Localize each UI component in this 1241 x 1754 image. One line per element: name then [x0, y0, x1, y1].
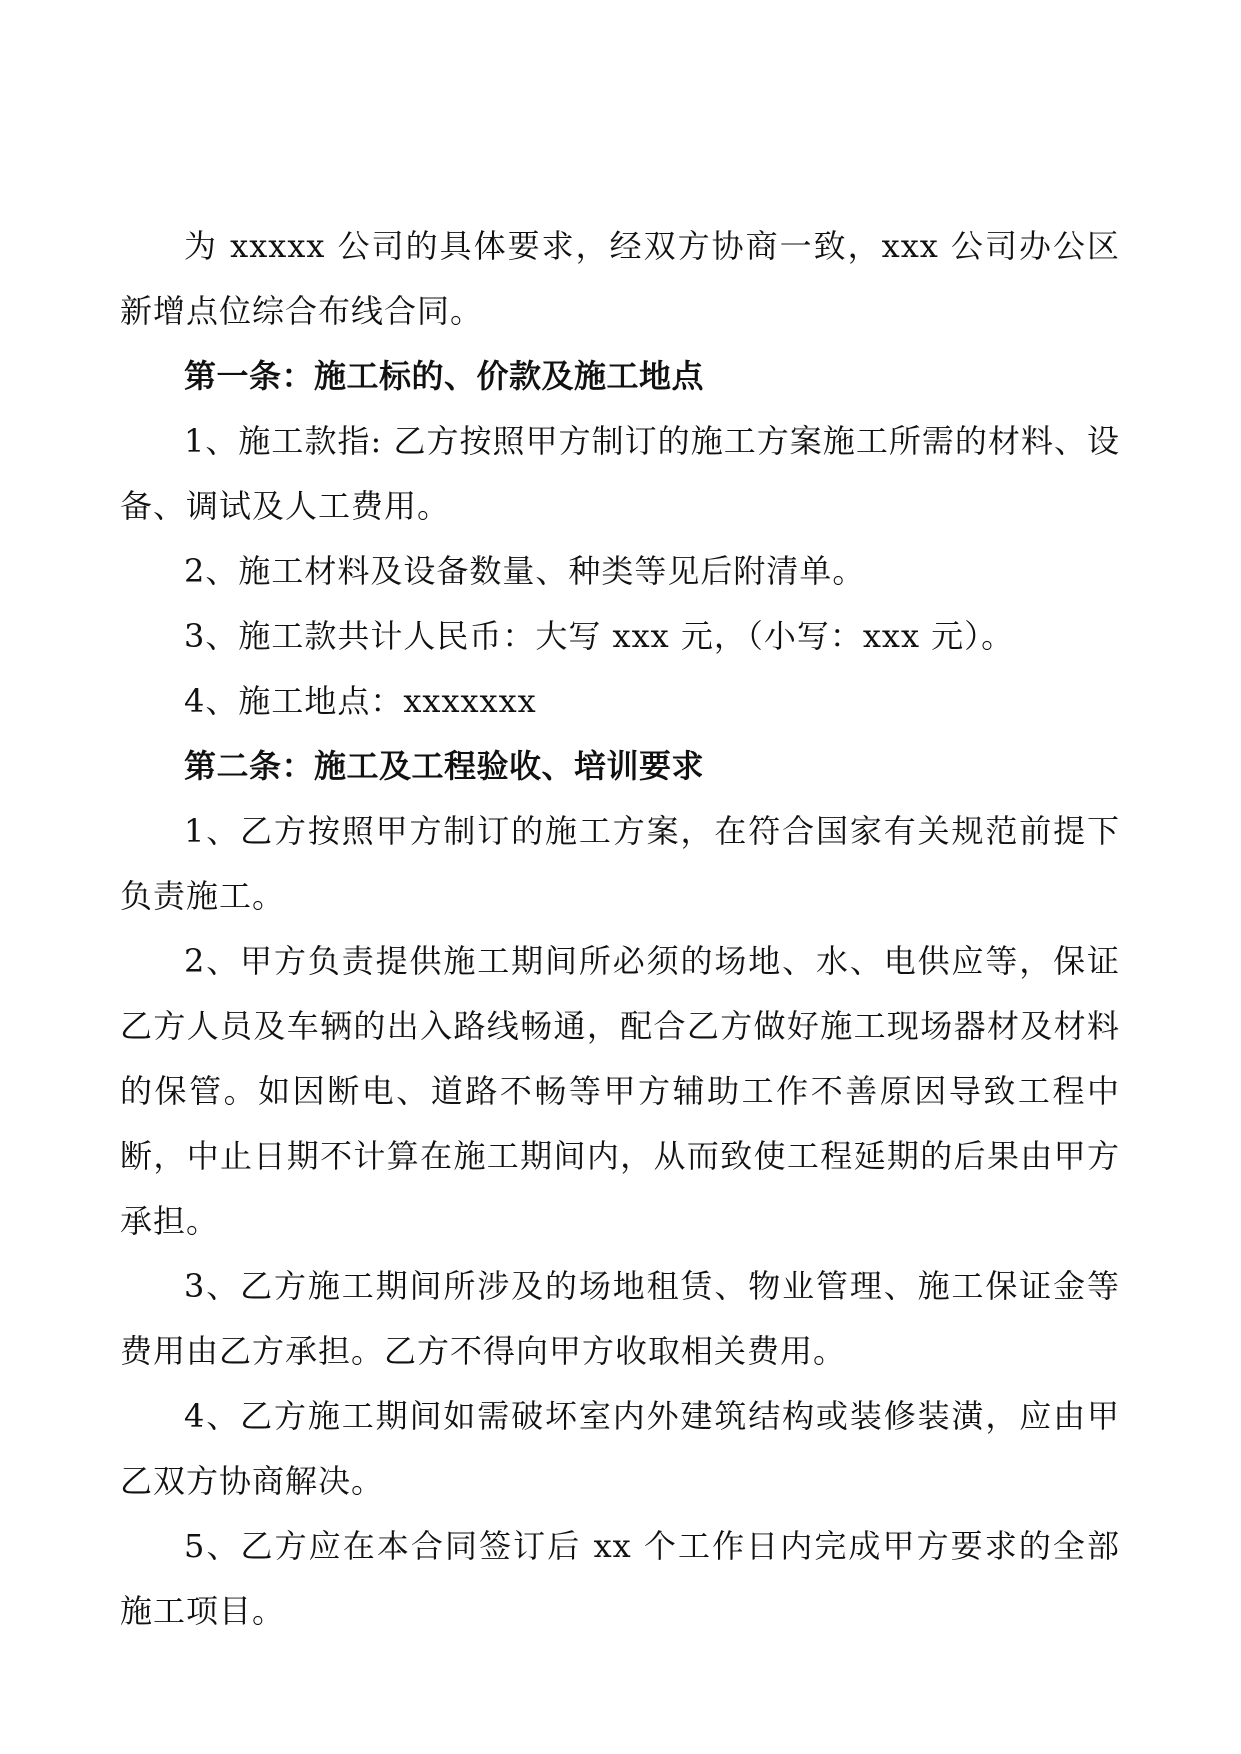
- intro-paragraph: 为 xxxxx 公司的具体要求，经双方协商一致，xxx 公司办公区新增点位综合布线合同。: [120, 227, 1120, 330]
- section-1-item-4: 4、施工地点：xxxxxxx: [184, 682, 537, 720]
- section-2-heading: 第二条：施工及工程验收、培训要求: [184, 747, 705, 785]
- section-2-item-2: 2、甲方负责提供施工期间所必须的场地、水、电供应等，保证乙方人员及车辆的出入路线畅通，配合乙方做好施工现场器材及材料的保管。如因断电、道路不畅等甲方辅助工作不善原因导致工程中断，中止日期不计算在施工期间内，从而致使工程延期的后果由甲方承担。: [120, 942, 1120, 1240]
- section-1-heading: 第一条：施工标的、价款及施工地点: [184, 357, 705, 395]
- section-2-item-1: 1、乙方按照甲方制订的施工方案，在符合国家有关规范前提下负责施工。: [120, 812, 1120, 915]
- section-1-item-3: 3、施工款共计人民币：大写 xxx 元，（小写：xxx 元）。: [184, 617, 1015, 655]
- section-2-item-4: 4、乙方施工期间如需破坏室内外建筑结构或装修装潢，应由甲乙双方协商解决。: [120, 1397, 1120, 1500]
- section-2-item-5: 5、乙方应在本合同签订后 xx 个工作日内完成甲方要求的全部施工项目。: [120, 1527, 1120, 1630]
- section-2-item-3: 3、乙方施工期间所涉及的场地租赁、物业管理、施工保证金等费用由乙方承担。乙方不得向甲方收取相关费用。: [120, 1267, 1120, 1370]
- section-1-item-1: 1、施工款指: 乙方按照甲方制订的施工方案施工所需的材料、设备、调试及人工费用。: [120, 422, 1120, 525]
- contract-page: [120, 214, 1120, 1644]
- section-1-item-2: 2、施工材料及设备数量、种类等见后附清单。: [184, 552, 866, 590]
